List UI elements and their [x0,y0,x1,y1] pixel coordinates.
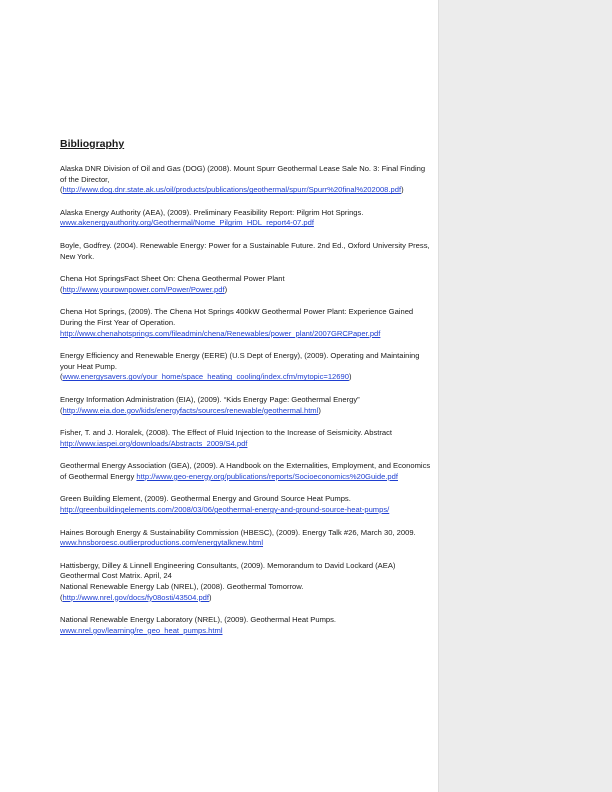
bibliography-entry [60,461,432,482]
entry-link[interactable]: www.akenergyauthority.org/Geothermal/Nome_Pilgrim_HDL_report4-07.pdf [60,218,314,228]
entry-link[interactable]: www.nrel.gov/learning/re_geo_heat_pumps.html [60,625,223,635]
bibliography-entry: Energy Information Administration (EIA), (2009). “Kids Energy Page: Geothermal Energy” (http://www.eia.doe.gov/kids/energyfacts/sources/renewable/geothermal.html) [60,395,432,416]
entry-text: Chena Hot SpringsFact Sheet On: Chena Geothermal Power Plant [60,274,285,284]
entry-text: Energy Efficiency and Renewable Energy (EERE) (U.S Dept of Energy), (2009). Operating and Maintaining your Heat Pump. [60,351,420,371]
entry-text: Energy Information Administration (EIA), (2009). “Kids Energy Page: Geothermal Energy” [60,394,360,404]
bibliography-entry [60,208,432,229]
entry-text: Hattisbergy, Dilley & Linnell Engineering Consultants, (2009). Memorandum to David Lockard (AEA) Geothermal Cost Matrix. April, 24 [60,560,396,581]
bibliography-entry [60,307,432,339]
entry-text: National Renewable Energy Laboratory (NREL), (2009). Geothermal Heat Pumps. [60,615,337,625]
bibliography-entry: Alaska DNR Division of Oil and Gas (DOG) (2008). Mount Spurr Geothermal Lease Sale No. 3: Final Finding of the Director, (http://www.dog.dnr.state.ak.us/oil/products/publications/geothermal/spurr/Spurr%20final%202008.pdf) [60,164,432,196]
entry-text: Boyle, Godfrey. (2004). Renewable Energy: Power for a Sustainable Future. 2nd Ed., Oxford University Press, New York. [60,240,430,261]
entry-text-secondary: National Renewable Energy Lab (NREL), (2008). Geothermal Tomorrow. [60,582,304,592]
entry-link[interactable]: www.hnsboroesc.outlierproductions.com/energytalknew.html [60,538,264,548]
entry-text: Alaska DNR Division of Oil and Gas (DOG) (2008). Mount Spurr Geothermal Lease Sale No. 3: Final Finding of the Director, [60,164,426,184]
entry-link[interactable]: http://www.eia.doe.gov/kids/energyfacts/sources/renewable/geothermal.html [62,405,319,415]
entry-text: Alaska Energy Authority (AEA), (2009). Preliminary Feasibility Report: Pilgrim Hot Springs. [60,207,364,217]
entry-link[interactable]: http://greenbuildingelements.com/2008/03/06/geothermal-energy-and-ground-source-heat-pumps/ [60,505,390,515]
bibliography-entry [60,494,432,515]
entry-link[interactable]: www.energysavers.gov/your_home/space_heating_cooling/index.cfm/mytopic=12690 [62,372,349,382]
entry-link[interactable]: http://www.chenahotsprings.com/fileadmin/chena/Renewables/power_plant/2007GRCPaper.pdf [60,328,381,338]
bibliography-list [60,164,432,648]
entry-text: Geothermal Energy Association (GEA), (2009). A Handbook on the Externalities, Employment, and Economics of Geothermal Energy [60,461,431,481]
entry-link[interactable]: http://www.nrel.gov/docs/fy08osti/43504.pdf [62,592,210,602]
bibliography-entry [60,528,432,549]
bibliography-entry: Energy Efficiency and Renewable Energy (EERE) (U.S Dept of Energy), (2009). Operating and Maintaining your Heat Pump. (www.energysavers.gov/your_home/space_heating_cooling/index.cfm/mytopic=12690) [60,351,432,383]
entry-text: Green Building Element, (2009). Geothermal Energy and Ground Source Heat Pumps. [60,494,351,504]
entry-link[interactable]: http://www.yourownpower.com/Power/Power.pdf [62,284,225,294]
entry-text: Haines Borough Energy & Sustainability Commission (HBESC), (2009). Energy Talk #26, March 30, 2009. [60,527,416,537]
entry-text: Fisher, T. and J. Horalek, (2008). The Effect of Fluid Injection to the Increase of Seismicity. Abstract [60,428,393,438]
entry-text: Chena Hot Springs, (2009). The Chena Hot Springs 400kW Geothermal Power Plant: Experience Gained During the First Year of Operation. [60,307,414,327]
entry-link[interactable]: http://www.geo-energy.org/publications/reports/Socioeconomics%20Guide.pdf [136,471,398,481]
bibliography-entry: Hattisbergy, Dilley & Linnell Engineering Consultants, (2009). Memorandum to David Lockard (AEA) Geothermal Cost Matrix. April, 24 National Renewable Energy Lab (NREL), (2008). Geothermal Tomorrow. (http://www.nrel.gov/docs/fy08osti/43504.pdf) [60,561,432,603]
bibliography-entry [60,428,432,449]
entry-link[interactable]: http://www.iaspei.org/downloads/Abstracts_2009/S4.pdf [60,438,248,448]
entry-link[interactable]: http://www.dog.dnr.state.ak.us/oil/products/publications/geothermal/spurr/Spurr%20final%202008.pdf [62,185,402,195]
comment-pane [438,0,612,792]
bibliography-entry: Chena Hot SpringsFact Sheet On: Chena Geothermal Power Plant (http://www.yourownpower.com/Power/Power.pdf) [60,274,432,295]
bibliography-entry [60,615,432,636]
page-title: Bibliography [60,138,125,150]
bibliography-entry [60,241,432,262]
